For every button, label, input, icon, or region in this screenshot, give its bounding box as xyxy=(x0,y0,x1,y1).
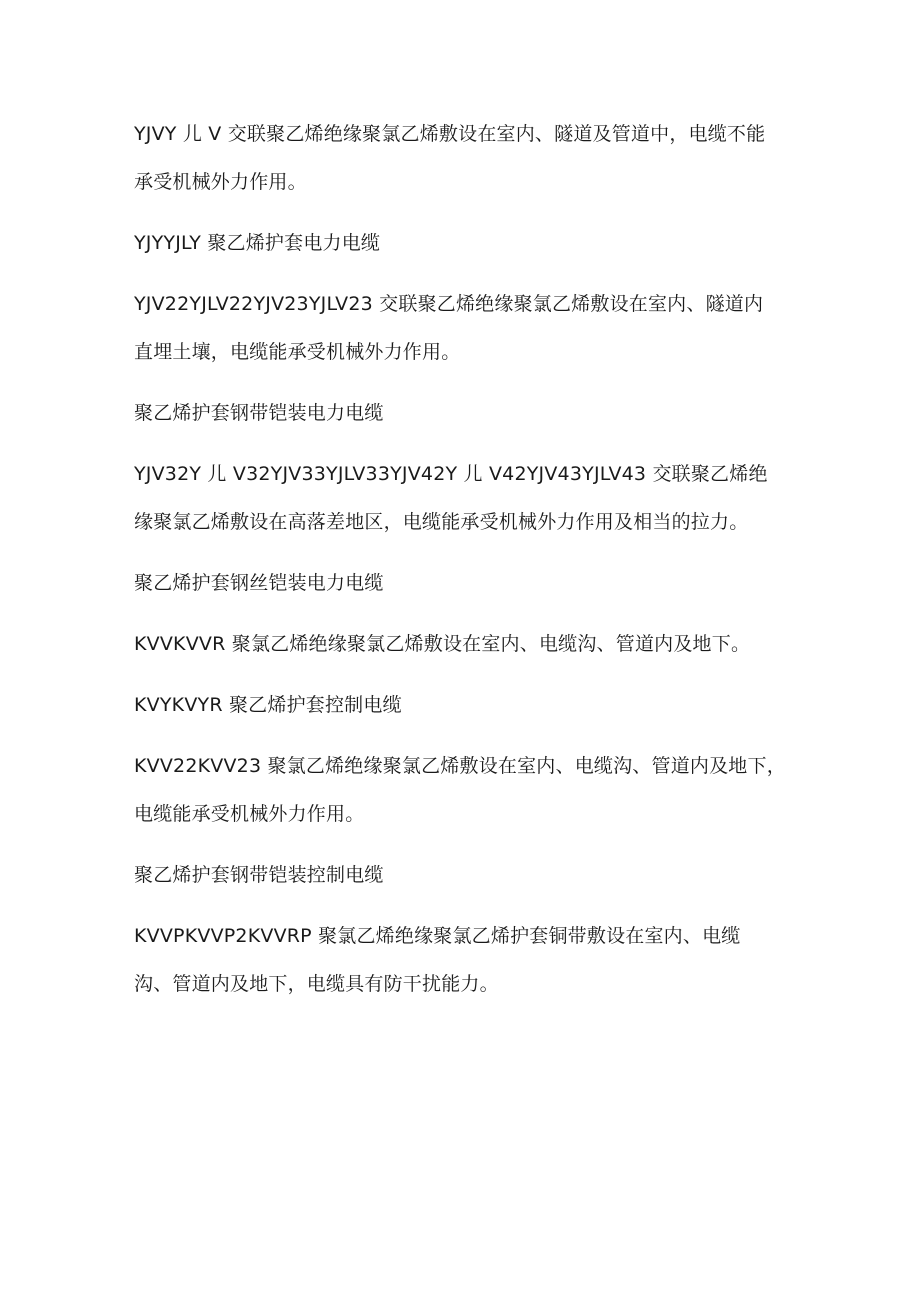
paragraph-line: KVVKVVR 聚氯乙烯绝缘聚氯乙烯敷设在室内、电缆沟、管道内及地下。 xyxy=(134,633,751,655)
paragraph-line: 沟、管道内及地下，电缆具有防干扰能力。 xyxy=(134,973,499,995)
paragraph-yjvy xyxy=(134,110,794,206)
paragraph-line: YJV32Y 儿 V32YJV33YJLV33YJV42Y 儿 V42YJV43YJLV43 交联聚乙烯绝 xyxy=(134,463,768,485)
paragraph-steel-tape-power-cable xyxy=(134,389,794,437)
paragraph-kvvp xyxy=(134,912,794,1008)
paragraph-line: 承受机械外力作用。 xyxy=(134,171,307,193)
paragraph-line: 聚乙烯护套钢带铠装电力电缆 xyxy=(134,402,384,424)
paragraph-yjv22 xyxy=(134,280,794,376)
paragraph-line: YJV22YJLV22YJV23YJLV23 交联聚乙烯绝缘聚氯乙烯敷设在室内、隧道内 xyxy=(134,293,764,315)
paragraph-line: KVVPKVVP2KVVRP 聚氯乙烯绝缘聚氯乙烯护套铜带敷设在室内、电缆 xyxy=(134,925,741,947)
paragraph-line: KVV22KVV23 聚氯乙烯绝缘聚氯乙烯敷设在室内、电缆沟、管道内及地下， xyxy=(134,755,786,777)
paragraph-steel-wire-power-cable xyxy=(134,559,794,607)
paragraph-line: 聚乙烯护套钢丝铠装电力电缆 xyxy=(134,572,384,594)
paragraph-kvvkvvr xyxy=(134,620,794,668)
paragraph-line: YJYYJLY 聚乙烯护套电力电缆 xyxy=(134,232,381,254)
paragraph-steel-tape-control-cable xyxy=(134,851,794,899)
paragraph-line: 直埋土壤，电缆能承受机械外力作用。 xyxy=(134,341,461,363)
paragraph-kvykvyr xyxy=(134,681,794,729)
paragraph-line: KVYKVYR 聚乙烯护套控制电缆 xyxy=(134,694,402,716)
paragraph-line: YJVY 儿 V 交联聚乙烯绝缘聚氯乙烯敷设在室内、隧道及管道中，电缆不能 xyxy=(134,123,766,145)
paragraph-yjv32 xyxy=(134,450,794,546)
document-body xyxy=(134,110,794,1021)
paragraph-kvv22 xyxy=(134,742,794,838)
paragraph-line: 缘聚氯乙烯敷设在高落差地区，电缆能承受机械外力作用及相当的拉力。 xyxy=(134,511,749,533)
paragraph-yjyyjly xyxy=(134,219,794,267)
paragraph-line: 电缆能承受机械外力作用。 xyxy=(134,803,365,825)
paragraph-line: 聚乙烯护套钢带铠装控制电缆 xyxy=(134,864,384,886)
